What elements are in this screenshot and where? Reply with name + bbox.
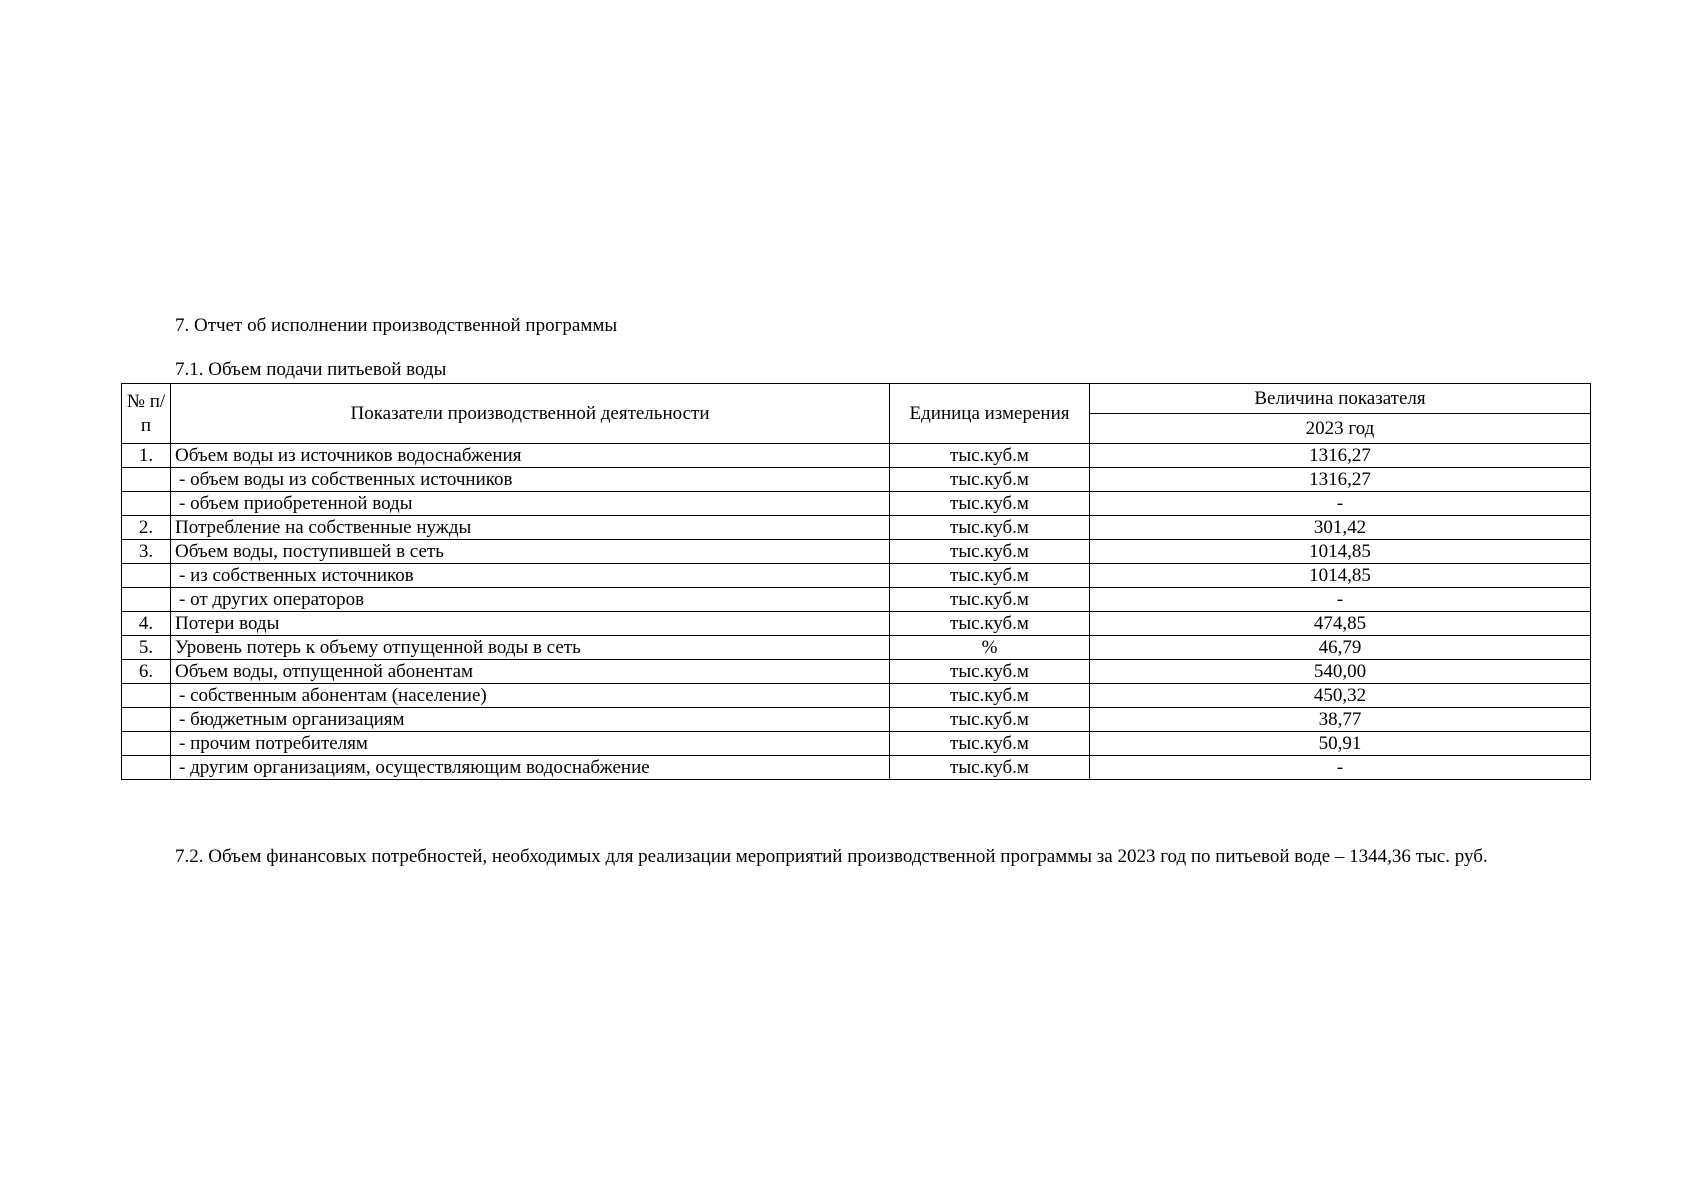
row-unit: тыс.куб.м [890, 732, 1090, 756]
row-number [122, 564, 171, 588]
row-value: 1316,27 [1090, 444, 1591, 468]
row-value: 1014,85 [1090, 564, 1591, 588]
row-number [122, 468, 171, 492]
row-unit: тыс.куб.м [890, 444, 1090, 468]
table-row [122, 468, 1591, 492]
row-indicator: Уровень потерь к объему отпущенной воды в сеть [171, 636, 890, 660]
row-indicator: Потери воды [171, 612, 890, 636]
row-indicator: Объем воды из источников водоснабжения [171, 444, 890, 468]
header-indicator: Показатели производственной деятельности [171, 384, 890, 444]
row-unit: тыс.куб.м [890, 540, 1090, 564]
row-number: 3. [122, 540, 171, 564]
water-supply-table [121, 383, 1591, 780]
row-value: 1014,85 [1090, 540, 1591, 564]
table-row [122, 612, 1591, 636]
row-unit: тыс.куб.м [890, 684, 1090, 708]
header-value-group: Величина показателя [1090, 384, 1591, 414]
row-unit: тыс.куб.м [890, 588, 1090, 612]
table-row [122, 588, 1591, 612]
row-value: - [1090, 588, 1591, 612]
table-row [122, 444, 1591, 468]
table-row [122, 756, 1591, 780]
table-row [122, 564, 1591, 588]
row-value: - [1090, 492, 1591, 516]
row-unit: тыс.куб.м [890, 564, 1090, 588]
table-row [122, 732, 1591, 756]
row-unit: тыс.куб.м [890, 468, 1090, 492]
table-row [122, 540, 1591, 564]
row-unit: % [890, 636, 1090, 660]
row-value: - [1090, 756, 1591, 780]
table-row [122, 636, 1591, 660]
row-number [122, 732, 171, 756]
row-value: 301,42 [1090, 516, 1591, 540]
row-value: 46,79 [1090, 636, 1591, 660]
table-row [122, 516, 1591, 540]
row-number: 4. [122, 612, 171, 636]
row-value: 474,85 [1090, 612, 1591, 636]
financial-needs-paragraph: 7.2. Объем финансовых потребностей, необходимых для реализации мероприятий производственной программы за 2023 год по питьевой воде – 1344,36 тыс. руб. [175, 846, 1488, 867]
section-title: 7. Отчет об исполнении производственной программы [175, 315, 618, 336]
row-number [122, 492, 171, 516]
table-row [122, 684, 1591, 708]
row-indicator: - от других операторов [171, 588, 890, 612]
row-value: 38,77 [1090, 708, 1591, 732]
row-number: 6. [122, 660, 171, 684]
row-number [122, 684, 171, 708]
row-unit: тыс.куб.м [890, 516, 1090, 540]
row-unit: тыс.куб.м [890, 708, 1090, 732]
row-unit: тыс.куб.м [890, 492, 1090, 516]
row-number: 2. [122, 516, 171, 540]
row-number [122, 588, 171, 612]
row-indicator: - прочим потребителям [171, 732, 890, 756]
table-body [122, 444, 1591, 780]
row-number: 1. [122, 444, 171, 468]
row-unit: тыс.куб.м [890, 660, 1090, 684]
header-num: № п/п [122, 384, 171, 444]
header-unit: Единица измерения [890, 384, 1090, 444]
table-row [122, 492, 1591, 516]
row-value: 450,32 [1090, 684, 1591, 708]
row-indicator: - из собственных источников [171, 564, 890, 588]
row-indicator: Потребление на собственные нужды [171, 516, 890, 540]
header-year: 2023 год [1090, 414, 1591, 444]
row-indicator: Объем воды, отпущенной абонентам [171, 660, 890, 684]
row-number [122, 708, 171, 732]
row-indicator: - собственным абонентам (население) [171, 684, 890, 708]
table-row [122, 708, 1591, 732]
row-number [122, 756, 171, 780]
row-number: 5. [122, 636, 171, 660]
row-indicator: Объем воды, поступившей в сеть [171, 540, 890, 564]
row-value: 1316,27 [1090, 468, 1591, 492]
subsection-title: 7.1. Объем подачи питьевой воды [175, 359, 447, 380]
row-unit: тыс.куб.м [890, 612, 1090, 636]
row-unit: тыс.куб.м [890, 756, 1090, 780]
row-value: 50,91 [1090, 732, 1591, 756]
row-indicator: - объем воды из собственных источников [171, 468, 890, 492]
row-indicator: - другим организациям, осуществляющим водоснабжение [171, 756, 890, 780]
row-indicator: - объем приобретенной воды [171, 492, 890, 516]
table-header-row [122, 384, 1591, 414]
row-indicator: - бюджетным организациям [171, 708, 890, 732]
row-value: 540,00 [1090, 660, 1591, 684]
table-row [122, 660, 1591, 684]
